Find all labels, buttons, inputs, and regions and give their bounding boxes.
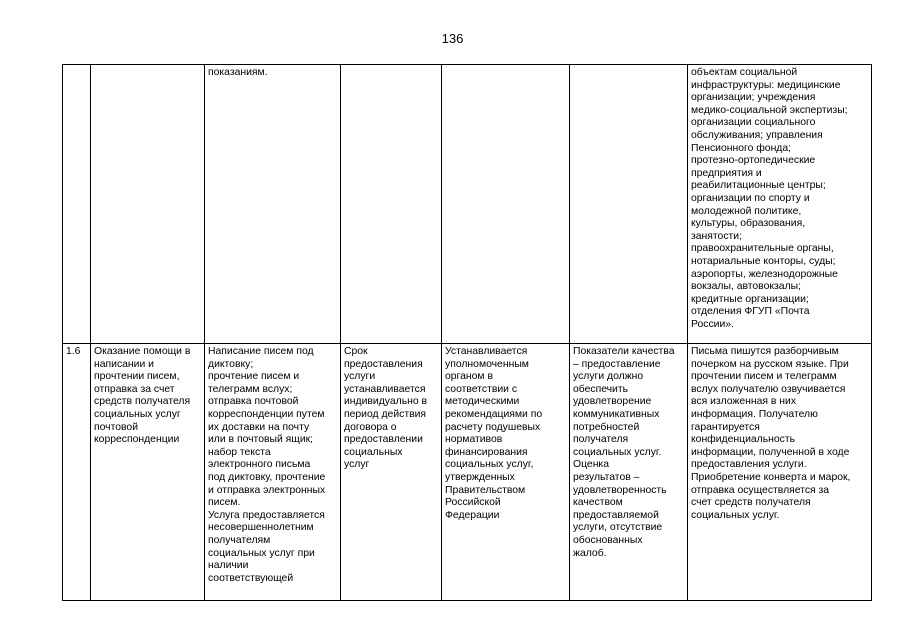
service-description-cell: Написание писем под диктовку; прочтение писем и телеграмм вслух; отправка почтовой корреспонденции путем их доставки на почту или в почтовый ящик; набор текста электронного письма под диктовку, прочтение и отправка электронных писем. Услуга предоставляется несовершеннолетним получателям социальных услуг при наличии соответствующей bbox=[205, 344, 341, 601]
service-conditions-cell: объектам социальной инфраструктуры: медицинские организации; учреждения медико-социальной экспертизы; организации социального обслуживания; управления Пенсионного фонда; протезно-ортопедические предприятия и реабилитационные центры; организации по спорту и молодежной политике, культуры, образования, занятости; правоохранительные органы, нотариальные конторы, суды; аэропорты, железнодорожные вокзалы, автовокзалы; кредитные организации; отделения ФГУП «Почта России». bbox=[688, 65, 872, 344]
row-number-cell: 1.6 bbox=[63, 344, 91, 601]
page-number: 136 bbox=[441, 31, 464, 46]
services-table bbox=[62, 64, 872, 601]
row-number-cell bbox=[63, 65, 91, 344]
service-term-cell bbox=[341, 65, 442, 344]
service-description-cell: показаниям. bbox=[205, 65, 341, 344]
service-conditions-cell: Письма пишутся разборчивым почерком на русском языке. При прочтении писем и телеграмм вслух получателю озвучивается вся изложенная в них информация. Получателю гарантируется конфиденциальность информации, полученной в ходе предоставления услуги. Приобретение конверта и марок, отправка осуществляется за счет средств получателя социальных услуг. bbox=[688, 344, 872, 601]
service-name-cell: Оказание помощи в написании и прочтении писем, отправка за счет средств получателя социальных услуг почтовой корреспонденции bbox=[91, 344, 205, 601]
table-row bbox=[63, 65, 872, 344]
service-term-cell: Срок предоставления услуги устанавливается индивидуально в период действия договора о предоставлении социальных услуг bbox=[341, 344, 442, 601]
quality-indicators-cell bbox=[570, 65, 688, 344]
per-capita-norm-cell bbox=[442, 65, 570, 344]
service-name-cell bbox=[91, 65, 205, 344]
quality-indicators-cell: Показатели качества – предоставление услуги должно обеспечить удовлетворение коммуникативных потребностей получателя социальных услуг. Оценка результатов – удовлетворенность качеством предоставляемой услуги, отсутствие обоснованных жалоб. bbox=[570, 344, 688, 601]
table-row bbox=[63, 344, 872, 601]
per-capita-norm-cell: Устанавливается уполномоченным органом в соответствии с методическими рекомендациями по расчету подушевых нормативов финансирования социальных услуг, утвержденных Правительством Российской Федерации bbox=[442, 344, 570, 601]
